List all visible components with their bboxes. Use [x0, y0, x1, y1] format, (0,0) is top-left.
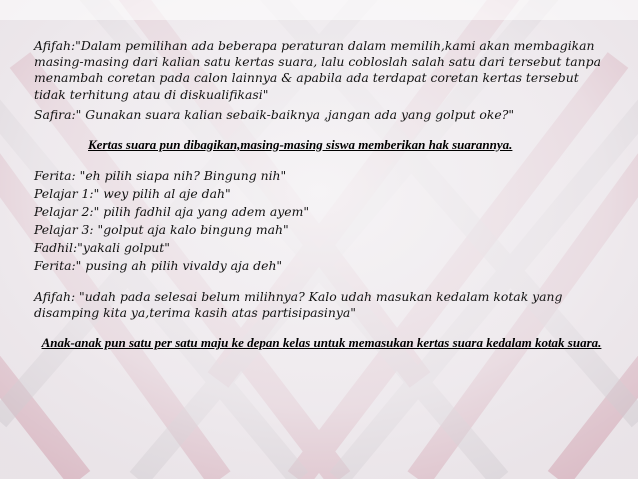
afifah-instruction: Afifah:"Dalam pemilihan ada beberapa peraturan dalam memilih,kami akan membagikan masing-masing dari kalian satu kertas suara, lalu cobloslah salah satu dari tersebut tanpa menambah coretan pada calon lainnya & apabila ada terdapat coretan kertas tersebut tidak terhitung atau di diskualifikasi": [34, 38, 601, 102]
narration-ballot-distribution: Kertas suara pun dibagikan,masing-masing siswa memberikan hak suarannya.: [88, 137, 513, 153]
script-text: [34, 38, 609, 351]
dialogue-line: Fadhil:"yakali golput": [34, 240, 170, 256]
dialogue-line: Ferita:" pusing ah pilih vivaldy aja deh": [34, 258, 283, 274]
afifah-closing: Afifah: "udah pada selesai belum milihnya? Kalo udah masukan kedalam kotak yang disamping kita ya,terima kasih atas partisipasinya": [34, 289, 563, 321]
safira-line: Safira:" Gunakan suara kalian sebaik-baiknya ,jangan ada yang golput oke?": [34, 106, 515, 122]
dialogue-line: Pelajar 1:" wey pilih al aje dah": [34, 186, 231, 202]
dialogue-line: Pelajar 3: "golput aja kalo bingung mah": [34, 222, 289, 238]
dialogue-line: Pelajar 2:" pilih fadhil aja yang adem ayem": [34, 204, 310, 220]
dialogue-line: Ferita: "eh pilih siapa nih? Bingung nih": [34, 168, 287, 184]
dialogue-block: [34, 167, 609, 275]
narration-ballot-box: Anak-anak pun satu per satu maju ke depan kelas untuk memasukan kertas suara kedalam kotak suara.: [41, 335, 602, 351]
